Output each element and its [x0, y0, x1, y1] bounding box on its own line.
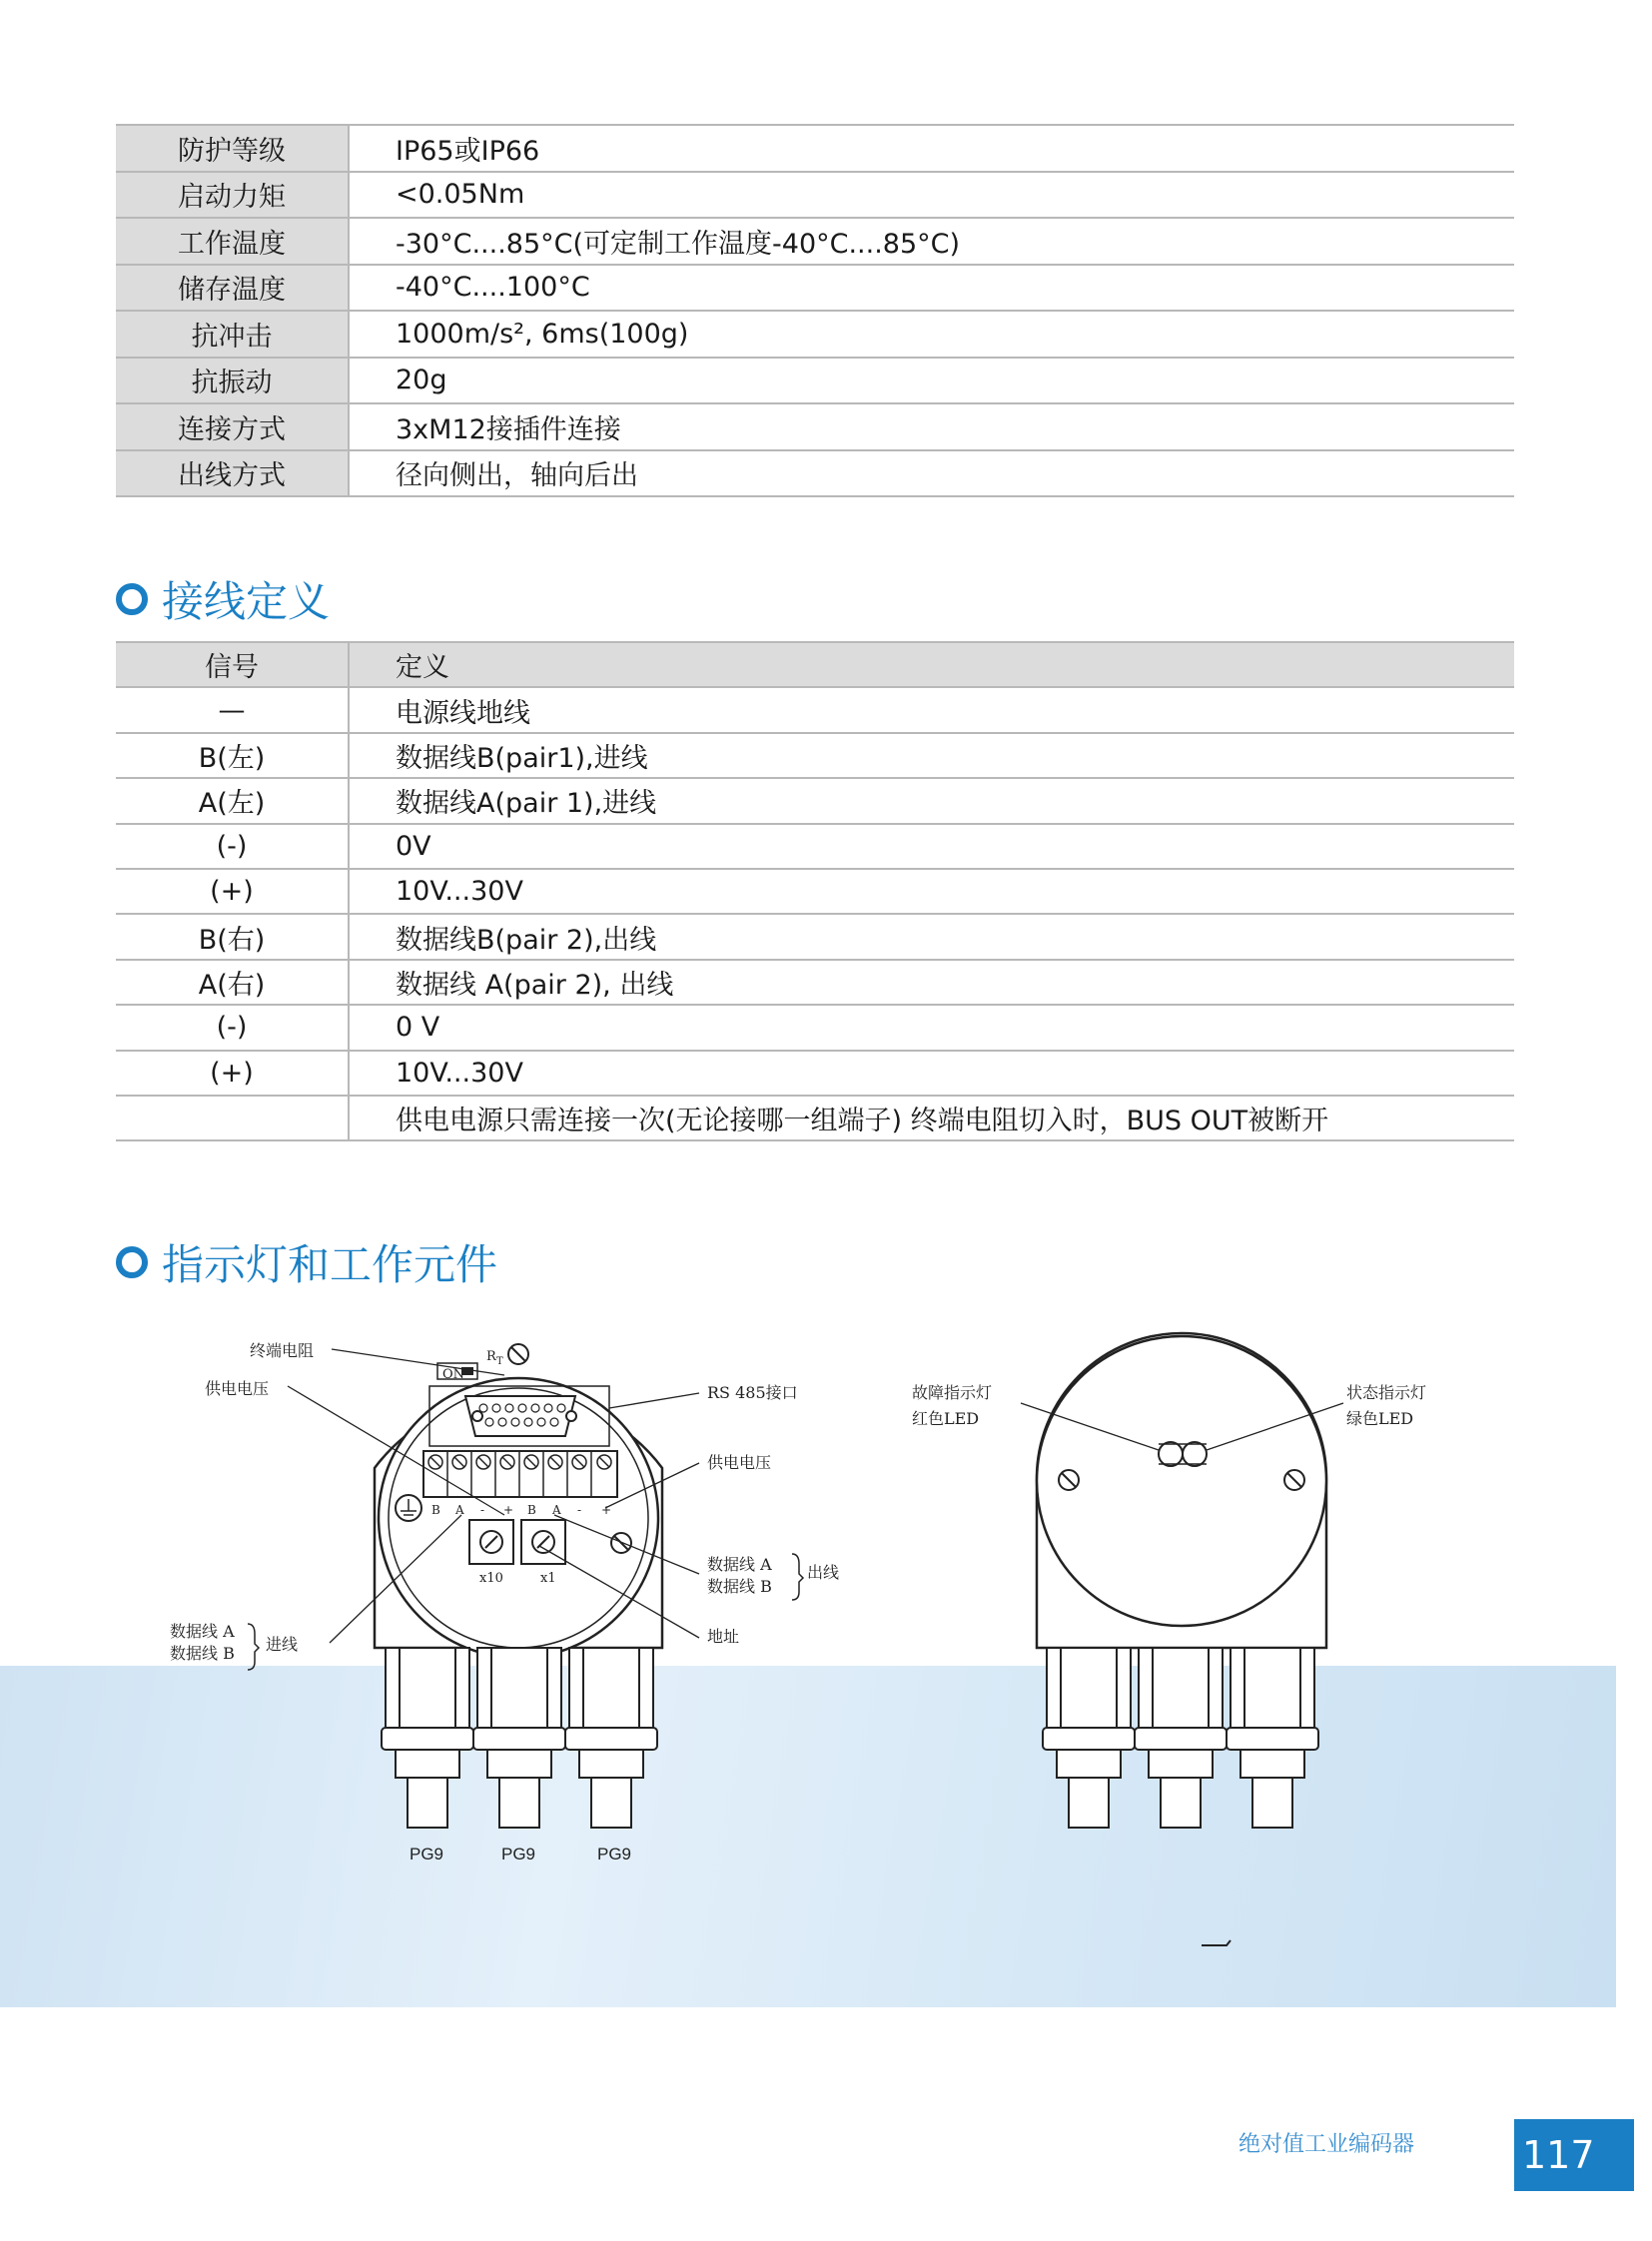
spec-value: 1000m/s², 6ms(100g) — [349, 311, 1514, 358]
rt-sub-label: T — [496, 1356, 503, 1367]
spec-value: -30°C....85°C(可定制工作温度-40°C....85°C) — [349, 218, 1514, 265]
terminal-m1: - — [480, 1503, 485, 1517]
header-signal: 信号 — [116, 642, 349, 687]
rt-label: R — [486, 1349, 496, 1364]
wiring-definition: 电源线地线 — [349, 687, 1514, 732]
footer-title: 绝对值工业编码器 — [1239, 2132, 1415, 2157]
right-encoder — [912, 1333, 1426, 1945]
label-status-color: 绿色LED — [1346, 1409, 1414, 1428]
spec-value: 20g — [349, 358, 1514, 404]
wiring-definition: 10V...30V — [349, 1051, 1514, 1096]
terminal-b2: B — [527, 1503, 536, 1517]
spec-label: 抗振动 — [116, 358, 349, 404]
header-definition: 定义 — [349, 642, 1514, 687]
spec-label: 抗冲击 — [116, 311, 349, 358]
section-title-text: 指示灯和工作元件 — [162, 1240, 498, 1289]
label-data-b-out: 数据线 B — [707, 1577, 772, 1596]
wiring-signal: (-) — [116, 824, 349, 869]
page-number: 117 — [1514, 2119, 1634, 2191]
terminal-a1: A — [455, 1503, 464, 1517]
wiring-definition: 数据线 A(pair 2), 出线 — [349, 960, 1514, 1005]
spec-label: 工作温度 — [116, 218, 349, 265]
label-fault-color: 红色LED — [912, 1409, 980, 1428]
wiring-definition: 数据线B(pair1),进线 — [349, 733, 1514, 778]
label-status-led: 状态指示灯 — [1346, 1383, 1427, 1402]
wiring-definition: 供电电源只需连接一次(无论接哪一组端子) 终端电阻切入时，BUS OUT被断开 — [349, 1096, 1514, 1140]
label-termination: 终端电阻 — [250, 1341, 315, 1360]
wiring-signal: B(左) — [116, 733, 349, 778]
wiring-definition: 0V — [349, 824, 1514, 869]
wiring-signal: (+) — [116, 1051, 349, 1096]
rotary-x1-label: x1 — [540, 1571, 556, 1586]
wiring-definition: 10V...30V — [349, 869, 1514, 914]
section-title-text: 接线定义 — [162, 577, 331, 626]
terminal-p2: + — [601, 1503, 612, 1517]
spec-value: 径向侧出，轴向后出 — [349, 450, 1514, 497]
spec-label: 防护等级 — [116, 125, 349, 172]
wiring-signal: B(右) — [116, 914, 349, 959]
label-data-a-in: 数据线 A — [170, 1622, 235, 1641]
terminal-p1: + — [503, 1503, 514, 1517]
spec-value: 3xM12接插件连接 — [349, 403, 1514, 450]
pg9-label: PG9 — [410, 1845, 444, 1864]
spec-label: 出线方式 — [116, 450, 349, 497]
spec-value: -40°C....100°C — [349, 265, 1514, 312]
spec-value: <0.05Nm — [349, 172, 1514, 219]
label-supply-left: 供电电压 — [205, 1379, 270, 1398]
wiring-signal: (-) — [116, 1005, 349, 1050]
on-switch-label: ON — [442, 1367, 465, 1382]
label-out: 出线 — [807, 1563, 840, 1582]
label-fault-led: 故障指示灯 — [912, 1383, 993, 1402]
label-address: 地址 — [707, 1627, 740, 1646]
spec-value: IP65或IP66 — [349, 125, 1514, 172]
wiring-signal: — — [116, 687, 349, 732]
wiring-signal: A(左) — [116, 778, 349, 823]
label-data-b-in: 数据线 B — [170, 1644, 235, 1663]
label-in: 进线 — [266, 1635, 299, 1654]
label-supply-right: 供电电压 — [707, 1453, 772, 1472]
wiring-signal: A(右) — [116, 960, 349, 1005]
terminal-m2: - — [577, 1503, 582, 1517]
spec-label: 连接方式 — [116, 403, 349, 450]
wiring-definition: 0 V — [349, 1005, 1514, 1050]
wiring-definition: 数据线A(pair 1),进线 — [349, 778, 1514, 823]
wiring-definition: 数据线B(pair 2),出线 — [349, 914, 1514, 959]
terminal-b1: B — [431, 1503, 440, 1517]
label-rs485: RS 485接口 — [707, 1383, 798, 1402]
terminal-a2: A — [552, 1503, 561, 1517]
pg9-label: PG9 — [501, 1845, 536, 1864]
left-encoder — [170, 1341, 839, 1864]
rotary-x10-label: x10 — [479, 1571, 503, 1586]
wiring-signal: (+) — [116, 869, 349, 914]
spec-label: 启动力矩 — [116, 172, 349, 219]
label-data-a-out: 数据线 A — [707, 1555, 772, 1574]
pg9-label: PG9 — [597, 1845, 632, 1864]
spec-label: 储存温度 — [116, 265, 349, 312]
